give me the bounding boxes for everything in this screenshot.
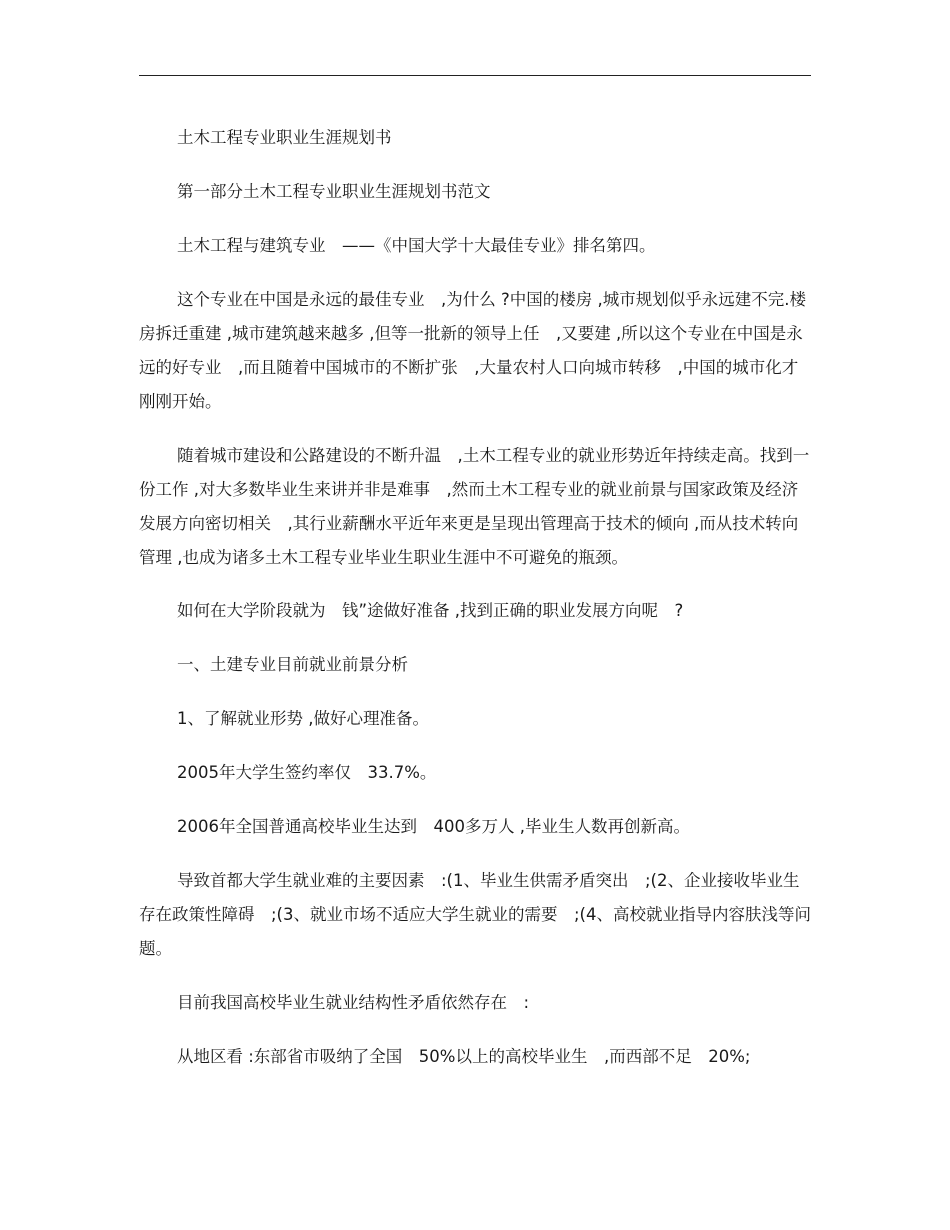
paragraph: 导致首都大学生就业难的主要因素 :(1、毕业生供需矛盾突出 ;(2、企业接收毕业生存在政策性障碍 ;(3、就业市场不适应大学生就业的需要 ;(4、高校就业指导内容肤浅等问题。 — [139, 871, 811, 958]
paragraph: 土木工程与建筑专业 ——《中国大学十大最佳专业》排名第四。 — [177, 236, 656, 255]
paragraph: 从地区看 :东部省市吸纳了全国 50%以上的高校毕业生 ,而西部不足 20%; — [177, 1047, 751, 1066]
subsection-heading: 一、土建专业目前就业前景分析 — [177, 655, 408, 674]
document-body — [139, 121, 811, 1074]
section-heading: 第一部分土木工程专业职业生涯规划书范文 — [177, 182, 491, 201]
paragraph: 2005年大学生签约率仅 33.7%。 — [177, 763, 437, 782]
paragraph: 这个专业在中国是永远的最佳专业 ,为什么 ?中国的楼房 ,城市规划似乎永远建不完.楼房拆迁重建 ,城市建筑越来越多 ,但等一批新的领导上任 ,又要建 ,所以这个专业在中国是永远的好专业 ,而且随着中国城市的不断扩张 ,大量农村人口向城市转移 ,中国的城市化才刚刚开始。 — [139, 290, 806, 411]
list-heading: 1、了解就业形势 ,做好心理准备。 — [177, 709, 429, 728]
header-rule — [139, 75, 811, 76]
paragraph: 目前我国高校毕业生就业结构性矛盾依然存在 : — [177, 993, 530, 1012]
document-title: 土木工程专业职业生涯规划书 — [177, 128, 392, 147]
paragraph: 2006年全国普通高校毕业生达到 400多万人 ,毕业生人数再创新高。 — [177, 817, 690, 836]
paragraph: 随着城市建设和公路建设的不断升温 ,土木工程专业的就业形势近年持续走高。找到一份工作 ,对大多数毕业生来讲并非是难事 ,然而土木工程专业的就业前景与国家政策及经济发展方向密切相关 ,其行业薪酬水平近年来更是呈现出管理高于技术的倾向 ,而从技术转向管理 ,也成为诸多土木工程专业毕业生职业生涯中不可避免的瓶颈。 — [139, 446, 810, 567]
paragraph: 如何在大学阶段就为 钱”途做好准备 ,找到正确的职业发展方向呢 ? — [177, 601, 684, 620]
